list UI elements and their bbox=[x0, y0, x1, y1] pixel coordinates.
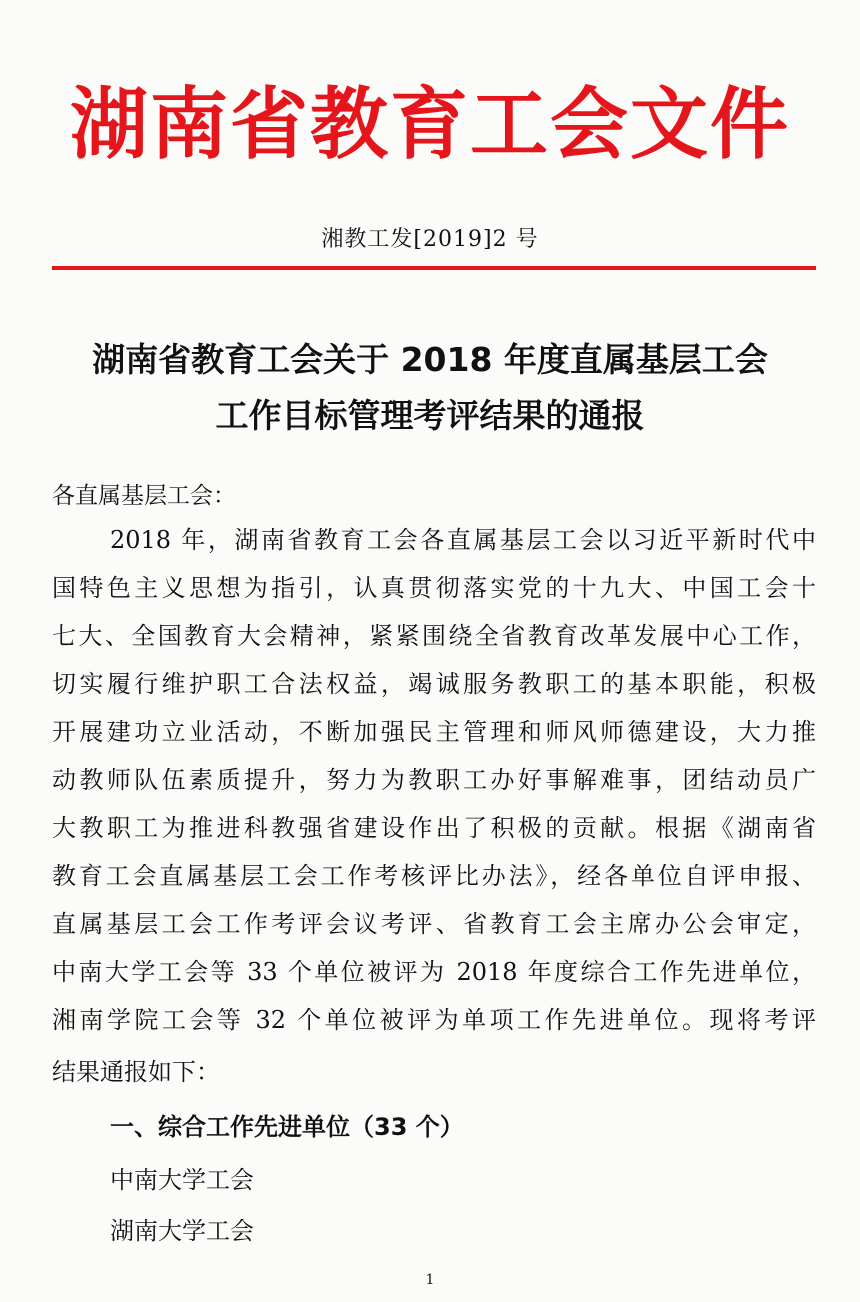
document-number: 湘教工发[2019]2 号 bbox=[321, 227, 539, 252]
main-title-line-1: 湖南省教育工会关于 2018 年度直属基层工会 bbox=[92, 340, 768, 379]
body-text-line: 教育工会直属基层工会工作考核评比办法》，经各单位自评申报、 bbox=[52, 862, 816, 890]
body-text-line: 七大、全国教育大会精神，紧紧围绕全省教育改革发展中心工作， bbox=[52, 622, 816, 650]
body-text-line: 国特色主义思想为指引，认真贯彻落实党的十九大、中国工会十 bbox=[52, 574, 816, 602]
red-divider-line bbox=[52, 266, 816, 270]
main-title-line-2: 工作目标管理考评结果的通报 bbox=[215, 396, 645, 435]
body-text-line: 2018 年，湖南省教育工会各直属基层工会以习近平新时代中 bbox=[110, 526, 816, 554]
body-text-line: 大教职工为推进科教强省建设作出了积极的贡献。根据《湖南省 bbox=[52, 814, 816, 842]
page-number: 1 bbox=[425, 1272, 435, 1288]
unit-list-item: 中南大学工会 bbox=[110, 1166, 254, 1194]
section-heading-comprehensive-advanced-units: 一、综合工作先进单位（33 个） bbox=[110, 1113, 464, 1141]
salutation: 各直属基层工会： bbox=[52, 483, 236, 509]
unit-list-item: 湖南大学工会 bbox=[110, 1217, 254, 1245]
body-text-line: 中南大学工会等 33 个单位被评为 2018 年度综合工作先进单位， bbox=[52, 958, 816, 986]
body-text-line: 湘南学院工会等 32 个单位被评为单项工作先进单位。现将考评 bbox=[52, 1006, 816, 1034]
document-header-title: 湖南省教育工会文件 bbox=[69, 80, 790, 170]
body-text-line: 切实履行维护职工合法权益，竭诚服务教职工的基本职能，积极 bbox=[52, 670, 816, 698]
body-text-line: 开展建功立业活动，不断加强民主管理和师风师德建设，大力推 bbox=[52, 718, 816, 746]
body-text-line: 直属基层工会工作考评会议考评、省教育工会主席办公会审定， bbox=[52, 910, 816, 938]
body-text-line: 结果通报如下： bbox=[52, 1058, 220, 1086]
body-text-line: 动教师队伍素质提升，努力为教职工办好事解难事，团结动员广 bbox=[52, 766, 816, 794]
